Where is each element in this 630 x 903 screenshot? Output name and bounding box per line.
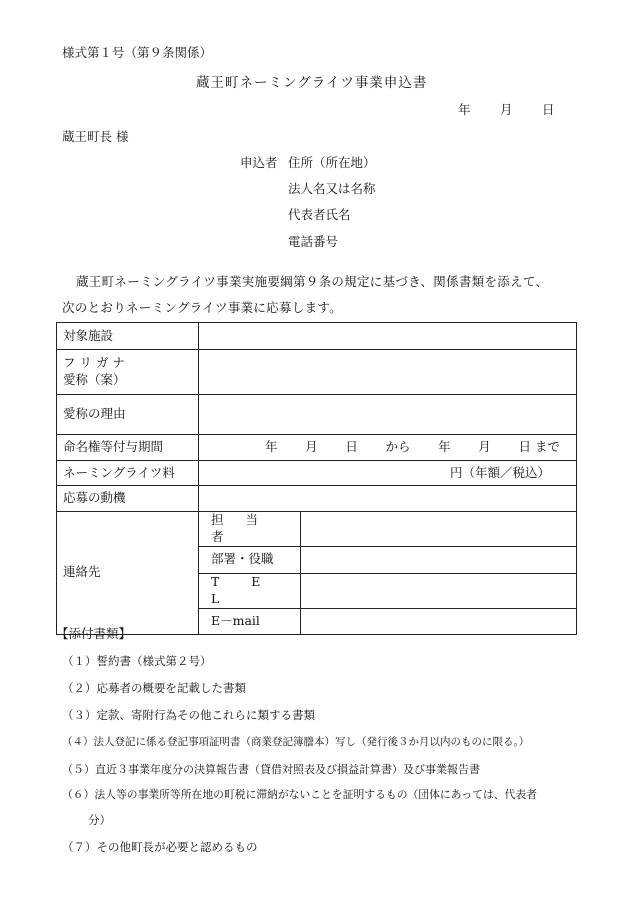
- row-reason: [57, 395, 577, 435]
- date-day: 日: [542, 102, 555, 117]
- attachment-item-5: （５）直近３事業年度分の決算報告書（貸借対照表及び損益計算書）及び事業報告書: [62, 763, 480, 776]
- period-start-month: 月: [305, 439, 318, 455]
- row-naming: [57, 350, 577, 395]
- date-month: 月: [500, 102, 513, 117]
- attachment-item-2: （２）応募者の概要を記載した書類: [62, 681, 246, 695]
- period-end-year: 年: [438, 439, 451, 455]
- attachments-heading: 【添付書類】: [56, 626, 132, 641]
- contact-label: 連絡先: [57, 512, 199, 635]
- attachment-item-6-cont: 分）: [88, 813, 111, 827]
- contact-email-label: E－mail: [199, 608, 301, 634]
- motive-label: 応募の動機: [57, 486, 199, 512]
- furigana-label: フ リ ガ ナ: [63, 355, 125, 371]
- application-table: [56, 322, 577, 635]
- fee-field[interactable]: [199, 461, 577, 486]
- row-facility: [57, 323, 577, 350]
- contact-person-field[interactable]: [301, 512, 577, 547]
- applicant-corporate-name: 法人名又は名称: [288, 181, 376, 196]
- naming-field[interactable]: [199, 350, 577, 395]
- period-start-day: 日: [345, 439, 358, 455]
- row-motive: [57, 486, 577, 512]
- attachment-item-1: （１）誓約書（様式第２号）: [62, 654, 212, 668]
- reason-field[interactable]: [199, 395, 577, 435]
- row-contact-person: [57, 512, 577, 547]
- period-end-day: 日 まで: [518, 439, 560, 455]
- period-start-year: 年: [265, 439, 278, 455]
- fee-unit: 円（年額／税込）: [449, 464, 550, 480]
- contact-dept-label: 部署・役職: [199, 546, 301, 573]
- applicant-label: 申込者: [240, 155, 278, 170]
- document-title: 蔵王町ネーミングライツ事業申込書: [196, 75, 428, 91]
- applicant-address: 住所（所在地）: [288, 155, 376, 170]
- contact-tel-field[interactable]: [301, 573, 577, 608]
- date-year: 年: [458, 102, 471, 117]
- intro-line-2: 次のとおりネーミングライツ事業に応募します。: [62, 300, 342, 315]
- motive-field[interactable]: [199, 486, 577, 512]
- facility-label: 対象施設: [57, 323, 199, 350]
- period-from: から: [385, 439, 411, 455]
- addressee: 蔵王町長 様: [62, 129, 129, 144]
- fee-label: ネーミングライツ料: [57, 461, 199, 486]
- contact-tel-label: T E L: [199, 573, 301, 608]
- contact-dept-field[interactable]: [301, 546, 577, 573]
- contact-person-label: 担 当 者: [199, 512, 301, 547]
- attachment-item-3: （３）定款、寄附行為その他これらに類する書類: [62, 708, 315, 722]
- period-field[interactable]: [199, 435, 577, 461]
- applicant-representative: 代表者氏名: [288, 207, 351, 222]
- period-end-month: 月: [478, 439, 491, 455]
- form-number: 様式第１号（第９条関係）: [62, 45, 213, 60]
- contact-email-field[interactable]: [301, 608, 577, 634]
- row-fee: [57, 461, 577, 486]
- applicant-phone: 電話番号: [288, 234, 339, 249]
- period-label: 命名権等付与期間: [57, 435, 199, 461]
- reason-label: 愛称の理由: [57, 395, 199, 435]
- intro-line-1: 蔵王町ネーミングライツ事業実施要綱第９条の規定に基づき、関係書類を添えて、: [76, 274, 549, 289]
- attachment-item-7: （７）その他町長が必要と認めるもの: [62, 840, 258, 854]
- row-period: [57, 435, 577, 461]
- naming-label: 愛称（案）: [63, 372, 126, 387]
- facility-field[interactable]: [199, 323, 577, 350]
- naming-label-cell: [57, 350, 199, 395]
- attachment-item-4: （４）法人登記に係る登記事項証明書（商業登記簿謄本）写し（発行後３か月以内のものに限る。）: [62, 736, 530, 748]
- attachment-item-6: （６）法人等の事業所等所在地の町税に滞納がないことを証明するもの（団体にあっては、代表者: [62, 788, 537, 801]
